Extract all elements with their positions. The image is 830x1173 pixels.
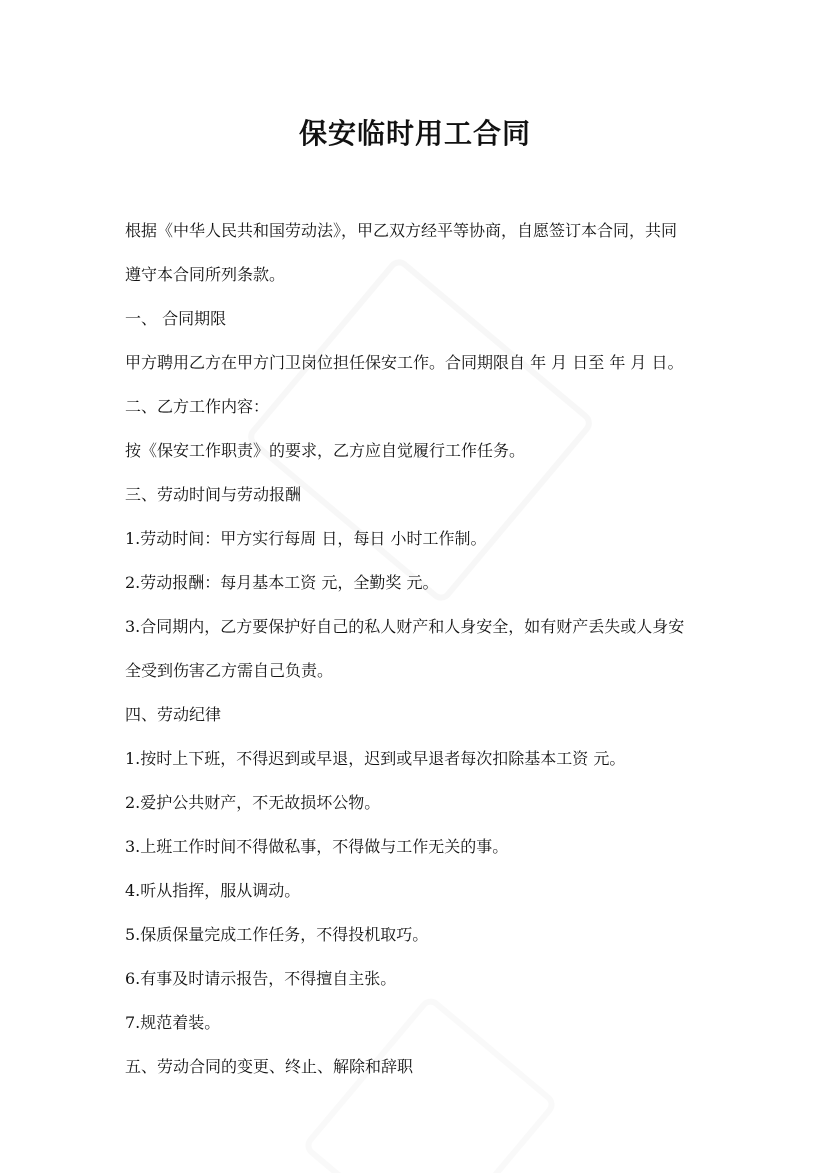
section-4-item-6: 6.有事及时请示报告，不得擅自主张。 (125, 969, 397, 988)
section-3-item-3-line-2: 全受到伤害乙方需自己负责。 (125, 661, 334, 680)
section-4-item-4: 4.听从指挥，服从调动。 (125, 881, 301, 900)
section-5-heading: 五、劳动合同的变更、终止、解除和辞职 (125, 1057, 414, 1076)
section-4-item-5: 5.保质保量完成工作任务，不得投机取巧。 (125, 925, 429, 944)
section-4-item-2: 2.爱护公共财产，不无故损坏公物。 (125, 793, 381, 812)
section-3-item-1: 1.劳动时间：甲方实行每周 日，每日 小时工作制。 (125, 529, 487, 548)
section-3-item-3-line-1: 3.合同期内，乙方要保护好自己的私人财产和人身安全，如有财产丢失或人身安 (125, 617, 685, 636)
section-1-text: 甲方聘用乙方在甲方门卫岗位担任保安工作。合同期限自 年 月 日至 年 月 日。 (125, 353, 684, 372)
watermark-mark (243, 255, 596, 606)
section-1-heading: 一、 合同期限 (125, 309, 227, 328)
section-4-item-3: 3.上班工作时间不得做私事，不得做与工作无关的事。 (125, 837, 509, 856)
section-2-heading: 二、乙方工作内容： (125, 397, 270, 416)
intro-line-1: 根据《中华人民共和国劳动法》，甲乙双方经平等协商，自愿签订本合同，共同 (125, 221, 678, 240)
section-4-item-7: 7.规范着装。 (125, 1013, 221, 1032)
section-3-item-2: 2.劳动报酬：每月基本工资 元，全勤奖 元。 (125, 573, 439, 592)
intro-line-2: 遵守本合同所列条款。 (125, 265, 286, 284)
watermark-logo (243, 255, 596, 606)
section-2-text: 按《保安工作职责》的要求，乙方应自觉履行工作任务。 (125, 441, 526, 460)
section-4-heading: 四、劳动纪律 (125, 705, 222, 724)
document-title: 保安临时用工合同 (298, 117, 531, 150)
section-4-item-1: 1.按时上下班，不得迟到或早退，迟到或早退者每次扣除基本工资 元。 (125, 749, 626, 768)
section-3-heading: 三、劳动时间与劳动报酬 (125, 485, 302, 504)
